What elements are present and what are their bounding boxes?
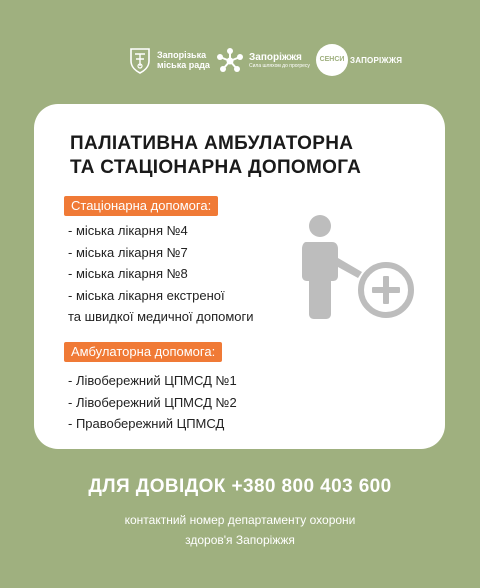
zaporizhzhia-logo [215,46,310,76]
list-item: - Лівобережний ЦПМСД №2 [68,394,237,410]
sensy-logo [316,44,402,76]
list-item: - міська лікарня екстреної [68,287,225,303]
sensy-logo-word: ЗАПОРІЖЖЯ [350,55,403,65]
inpatient-list [68,220,254,328]
contact-note-line1: контактний номер департаменту охорони [124,513,356,527]
city-logo-line1: Запорізька [157,50,207,60]
zaporizhzhia-star-icon [215,46,245,76]
card-title-line2: ТА СТАЦІОНАРНА ДОПОМОГА [70,157,362,178]
patient-with-plus-icon [296,214,420,320]
inpatient-label: Стаціонарна допомога: [64,196,218,216]
city-crest-icon [127,46,153,74]
list-item: - міська лікарня №7 [68,244,188,260]
zp-logo-tagline: Сила шляхом до прогресу [249,63,310,69]
list-item: - міська лікарня №4 [68,223,188,238]
city-council-logo [127,46,210,74]
contact-note-line2: здоров'я Запоріжжя [185,533,295,547]
list-item: та швидкої медичної допомоги [68,309,254,324]
header-logos [0,44,480,80]
list-item: - Правобережний ЦПМСД [68,416,225,431]
outpatient-label: Амбулаторна допомога: [64,342,222,362]
list-item: - міська лікарня №8 [68,266,188,281]
outpatient-list [68,370,237,435]
contact-note [0,510,480,550]
sensy-logo-circle: СЕНСИ [316,44,348,76]
city-logo-line2: міська рада [157,60,210,70]
phone-number: ДЛЯ ДОВІДОК +380 800 403 600 [88,476,392,497]
zp-logo-name: Запоріжжя [249,52,302,63]
info-card [34,104,445,449]
list-item: - Лівобережний ЦПМСД №1 [68,373,237,388]
card-title-line1: ПАЛІАТИВНА АМБУЛАТОРНА [70,133,354,154]
card-title [70,132,430,180]
